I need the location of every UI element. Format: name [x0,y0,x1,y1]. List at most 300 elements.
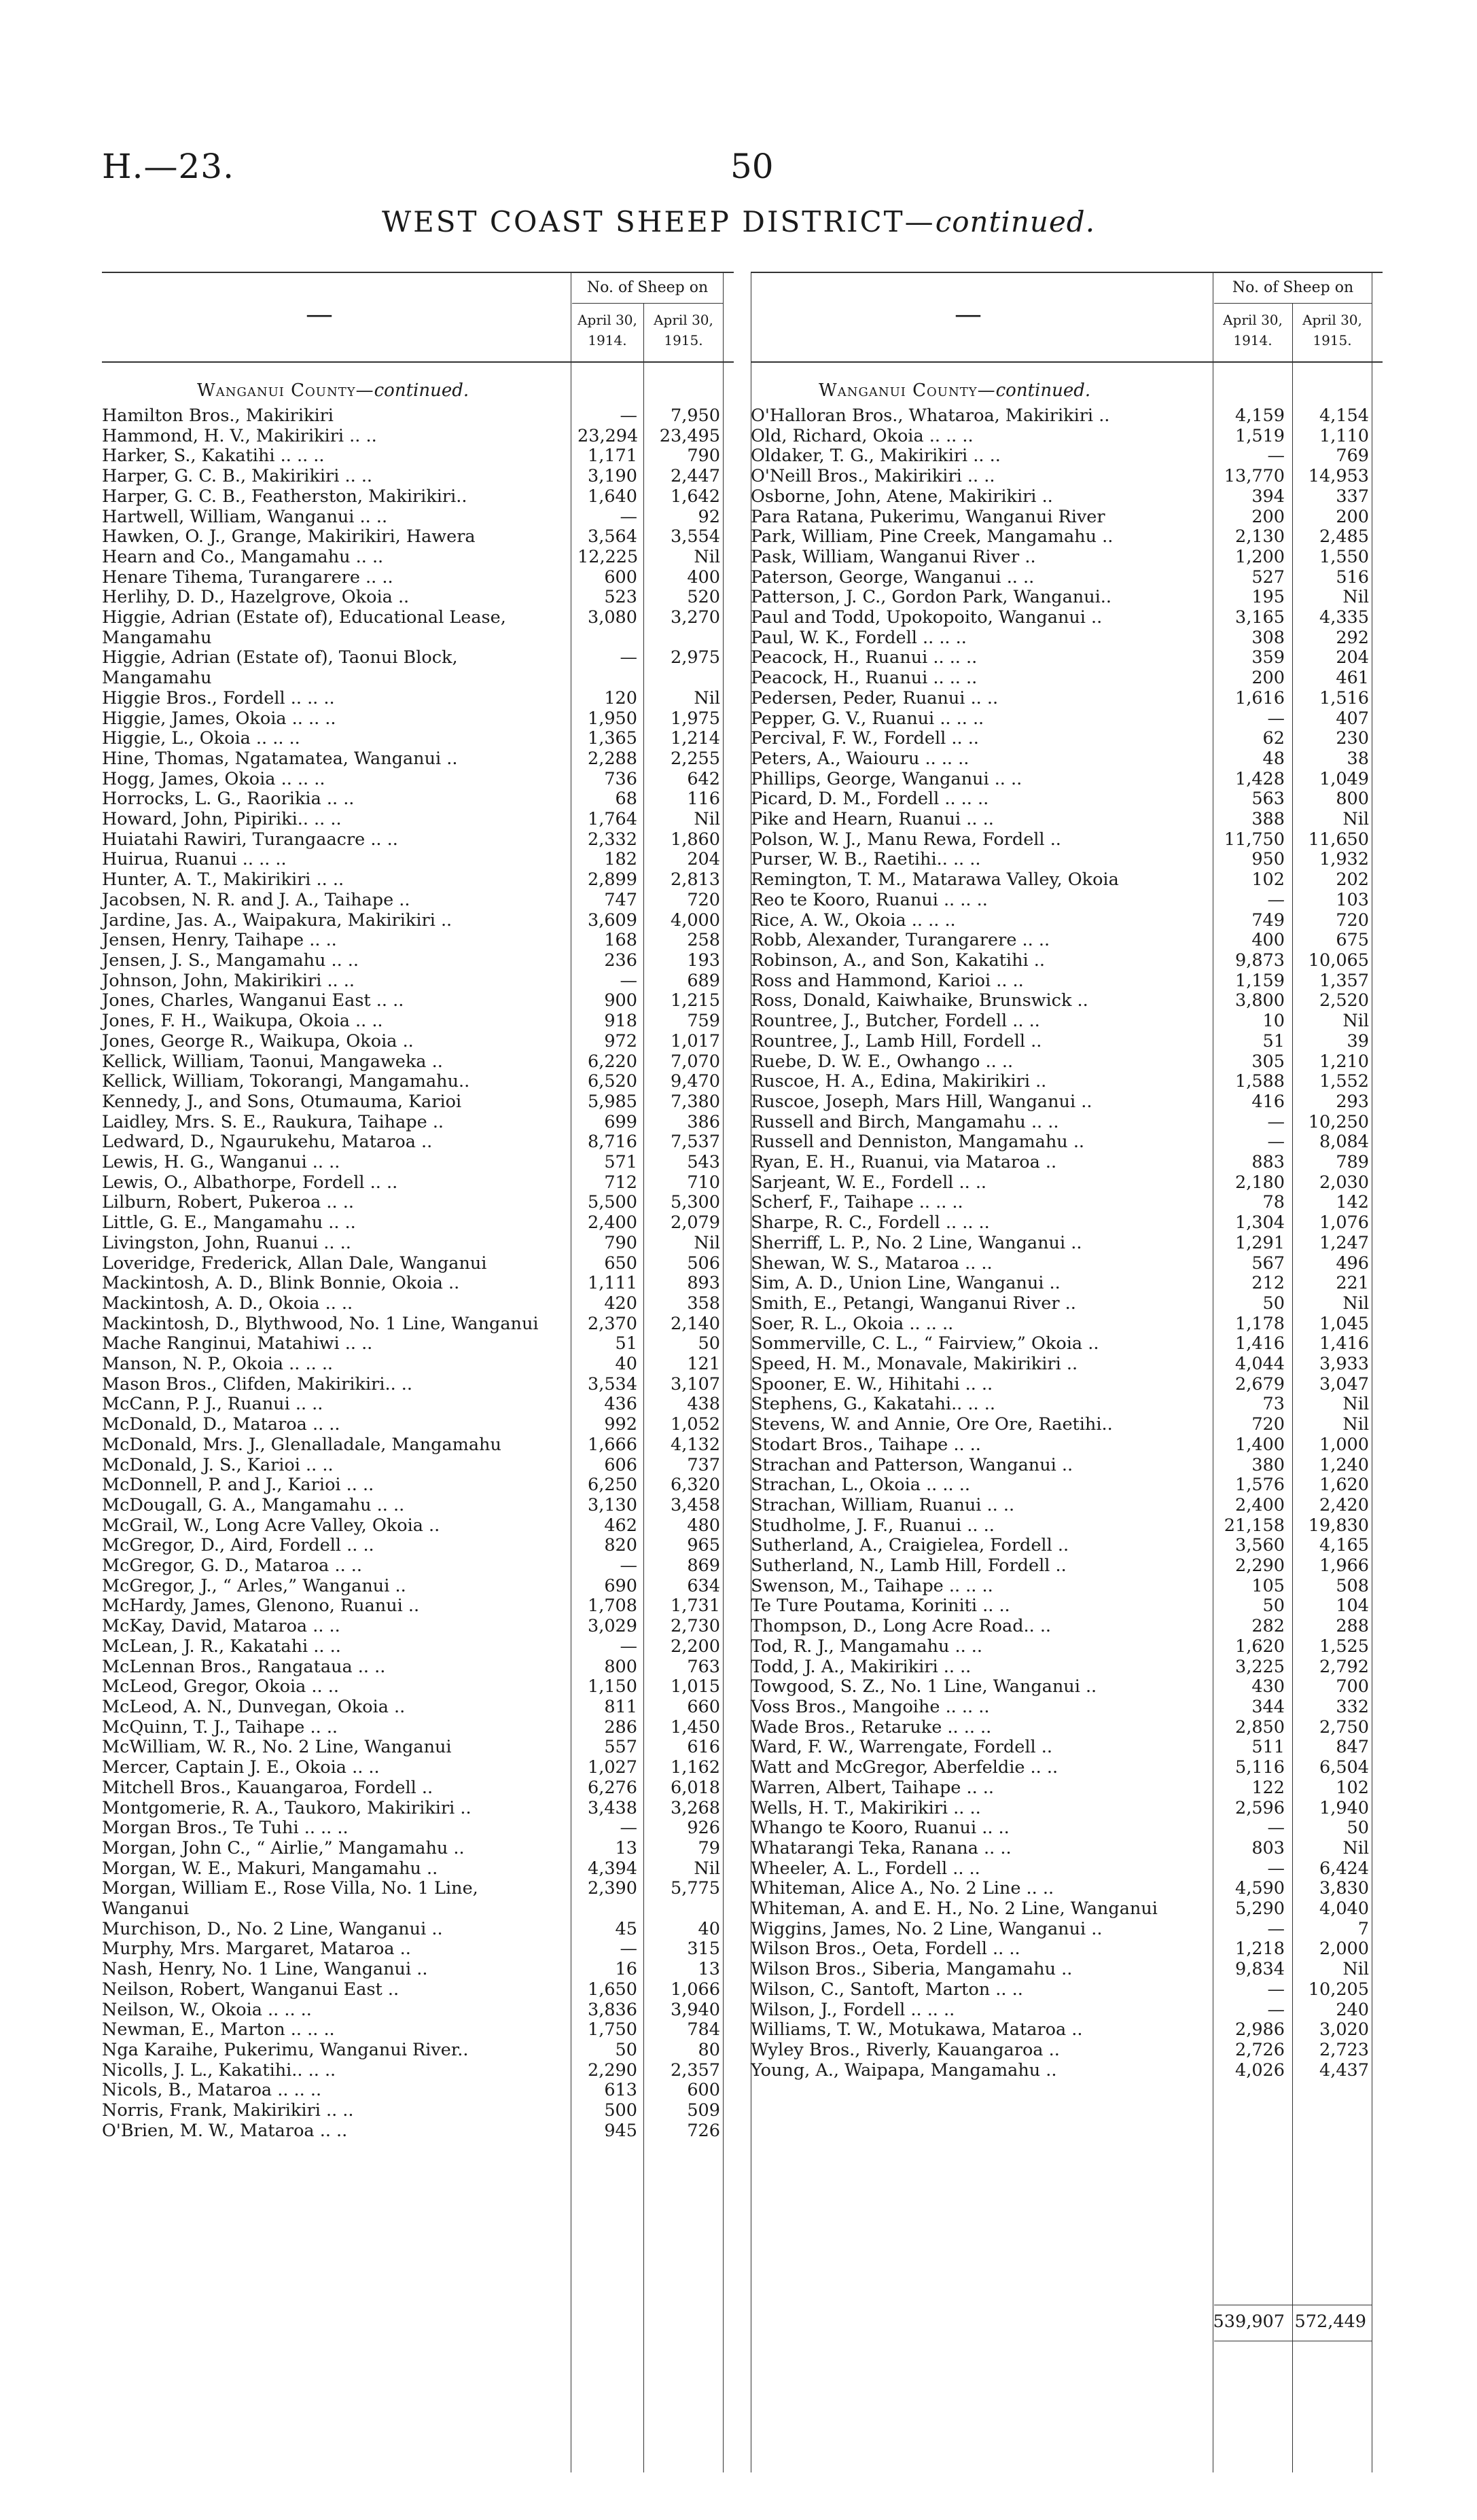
table-row [102,1920,734,1940]
holder-name: Ruebe, D. W. E., Owhango .. .. [751,1051,1014,1072]
sheep-1915: 4,335 [1319,607,1369,628]
sheep-1915: 240 [1336,1999,1369,2020]
holder-name: Morgan Bros., Te Tuhi .. .. .. [102,1818,349,1839]
holder-name: Studholme, J. F., Ruanui .. .. [751,1515,995,1536]
holder-name: Morgan, William E., Rose Villa, No. 1 Line, Wanganui [102,1878,478,1920]
sheep-1914: 2,726 [1234,2039,1285,2060]
sheep-1915: 508 [1336,1575,1369,1596]
sheep-1914: 105 [1251,1575,1285,1596]
holder-name: Higgie, Adrian (Estate of), Educational Lease, Mangamahu [102,607,506,648]
table-row [751,547,1383,568]
table-row [102,729,734,749]
table-row [102,1879,734,1919]
holder-name: Tod, R. J., Mangamahu .. .. [751,1636,983,1657]
holder-name: Paul and Todd, Upokopoito, Wanganui .. [751,607,1103,628]
table-row [751,870,1383,890]
sheep-1914: 972 [604,1030,637,1051]
table-row [751,668,1383,689]
table-row [751,1072,1383,1092]
sheep-1915: 1,162 [670,1757,720,1778]
sheep-1915: 407 [1336,708,1369,729]
sheep-1915: 2,975 [670,647,720,668]
table-row [102,1234,734,1254]
sheep-1914: 416 [1251,1091,1285,1112]
table-row [102,1052,734,1073]
sheep-1914: 500 [604,2100,637,2121]
sheep-1914: 430 [1251,1676,1285,1697]
page-title [0,205,1477,238]
holder-name: Manson, N. P., Okoia .. .. .. [102,1354,334,1375]
holder-name: Neilson, Robert, Wanganui East .. [102,1979,399,2000]
sheep-1914: 5,500 [587,1192,637,1213]
sheep-1915: 204 [1336,647,1369,668]
holder-name: Laidley, Mrs. S. E., Raukura, Taihape .. [102,1111,444,1132]
section-heading: Wanganui County—continued. [197,380,469,401]
sheep-1914: 62 [1262,728,1285,749]
sheep-1914: 286 [604,1716,637,1738]
holder-name: Reo te Kooro, Ruanui .. .. .. [751,889,988,910]
table-row [751,1435,1383,1456]
sheep-1914: 50 [1262,1596,1285,1617]
sheep-1915: 720 [1336,910,1369,931]
sheep-1915: 292 [1336,627,1369,648]
table-row [751,568,1383,588]
sheep-1915: 520 [687,587,720,608]
table-row [751,1637,1383,1657]
table-row [751,1718,1383,1738]
sheep-1914: 3,609 [587,910,637,931]
sheep-1915: Nil [1342,1293,1369,1314]
table-row [102,547,734,568]
table-row [102,527,734,547]
sheep-1915: Nil [1342,1414,1369,1435]
holder-name: Mackintosh, D., Blythwood, No. 1 Line, Wanganui [102,1313,539,1334]
holder-name: Montgomerie, R. A., Taukoro, Makirikiri .. [102,1797,471,1818]
table-row [751,1011,1383,1032]
sheep-1915: 7,537 [670,1132,720,1153]
table-row [102,2000,734,2021]
holder-name: Ruscoe, Joseph, Mars Hill, Wanganui .. [751,1091,1092,1112]
table-row [102,951,734,971]
sheep-1914: 1,111 [587,1273,637,1294]
table-row [751,1577,1383,1597]
table-row [751,1596,1383,1617]
sheep-1915: 332 [1336,1697,1369,1717]
sheep-1915: 926 [687,1818,720,1839]
sheep-1915: 8,084 [1319,1132,1369,1153]
sheep-1914: — [1267,1111,1285,1132]
sheep-1914: 712 [604,1172,637,1193]
table-row [102,2061,734,2081]
holder-name: McLean, J. R., Kakatahi .. .. [102,1636,341,1657]
sheep-1915: 1,731 [670,1596,720,1617]
sheep-1914: — [620,970,637,991]
header-year-1915: April 30, 1915. [654,312,713,348]
sheep-1915: 1,015 [670,1676,720,1697]
holder-name: McDonnell, P. and J., Karioi .. .. [102,1475,374,1496]
holder-name: Whiteman, A. and E. H., No. 2 Line, Wanganui [751,1898,1158,1920]
table-row [751,1657,1383,1678]
sheep-1915: 1,966 [1319,1555,1369,1577]
holder-name: Lilburn, Robert, Pukeroa .. .. [102,1192,354,1213]
sheep-1914: — [620,1818,637,1839]
table-row [751,1354,1383,1375]
holder-name: Wilson, J., Fordell .. .. .. [751,1999,955,2020]
sheep-1915: 1,215 [670,990,720,1011]
sheep-1914: 4,026 [1234,2059,1285,2081]
sheep-1915: Nil [694,1232,720,1253]
sheep-1914: 236 [604,950,637,971]
table-row [102,1516,734,1536]
sheep-1914: 2,288 [587,748,637,769]
sheep-1915: 769 [1336,446,1369,467]
header-sheep-on: No. of Sheep on [572,273,723,304]
sheep-1915: 14,953 [1308,466,1369,487]
holder-name: McDonald, J. S., Karioi .. .. [102,1454,334,1475]
holder-name: Mitchell Bros., Kauangaroa, Fordell .. [102,1777,433,1798]
sheep-1914: 6,250 [587,1475,637,1496]
sheep-1915: 847 [1336,1737,1369,1758]
holder-name: Sharpe, R. C., Fordell .. .. .. [751,1212,990,1234]
sheep-1915: 10,250 [1308,1111,1369,1132]
sheep-1915: 7,380 [670,1091,720,1112]
holder-name: Wilson Bros., Siberia, Mangamahu .. [751,1959,1073,1980]
sheep-1915: 3,940 [670,1999,720,2020]
sheep-1915: 358 [687,1293,720,1314]
sheep-1915: 2,792 [1319,1656,1369,1677]
table-row [102,2081,734,2101]
sheep-1915: 509 [687,2100,720,2121]
right-rows [751,406,1383,2081]
table-row [102,1354,734,1375]
table-row [751,1758,1383,1778]
total-1914: 539,907 [1213,2311,1285,2332]
sheep-1914: 436 [604,1394,637,1415]
sheep-1914: 168 [604,930,637,951]
holder-name: Harper, G. C. B., Makirikiri .. .. [102,466,373,487]
sheep-1914: 6,276 [587,1777,637,1798]
holder-name: McHardy, James, Glenono, Ruanui .. [102,1596,420,1617]
holder-name: Mackintosh, A. D., Okoia .. .. [102,1293,353,1314]
table-row [102,608,734,648]
table-row [751,1132,1383,1153]
sheep-1914: 790 [604,1232,637,1253]
sheep-1914: 4,394 [587,1858,637,1879]
holder-name: Hearn and Co., Mangamahu .. .. [102,546,384,567]
sheep-1915: 1,017 [670,1030,720,1051]
sheep-1915: 23,495 [659,425,720,446]
sheep-1915: 1,552 [1319,1071,1369,1092]
holder-name: Speed, H. M., Monavale, Makirikiri .. [751,1354,1078,1375]
holder-name: Pepper, G. V., Ruanui .. .. .. [751,708,984,729]
sheep-1914: 749 [1251,910,1285,931]
sheep-1915: 6,424 [1319,1858,1369,1879]
holder-name: McQuinn, T. J., Taihape .. .. [102,1716,338,1738]
sheep-1915: 543 [687,1152,720,1173]
sheep-1915: 5,300 [670,1192,720,1213]
sheep-1915: 10,205 [1308,1979,1369,2000]
sheep-1914: 3,800 [1234,990,1285,1011]
sheep-1915: 3,270 [670,607,720,628]
holder-name: O'Neill Bros., Makirikiri .. .. [751,466,995,487]
holder-name: Voss Bros., Mangoihe .. .. .. [751,1697,990,1717]
sheep-1915: 3,554 [670,526,720,547]
holder-name: Peacock, H., Ruanui .. .. .. [751,647,978,668]
sheep-1915: 726 [687,2120,720,2141]
holder-name: Whango te Kooro, Ruanui .. .. [751,1818,1010,1839]
sheep-1914: 650 [604,1253,637,1274]
sheep-1915: 142 [1336,1192,1369,1213]
holder-name: Loveridge, Frederick, Allan Dale, Wanganui [102,1253,487,1274]
sheep-1914: 3,564 [587,526,637,547]
holder-name: Neilson, W., Okoia .. .. .. [102,1999,312,2020]
table-row [751,2061,1383,2081]
table-row [102,850,734,870]
sheep-1914: 50 [1262,1293,1285,1314]
table-row [751,1254,1383,1274]
sheep-1915: 737 [687,1454,720,1475]
sheep-1915: 506 [687,1253,720,1274]
sheep-1915: 79 [698,1837,720,1858]
sheep-1915: 1,975 [670,708,720,729]
sheep-1914: 820 [604,1535,637,1556]
sheep-1914: 3,438 [587,1797,637,1818]
holder-name: Murchison, D., No. 2 Line, Wanganui .. [102,1918,443,1939]
table-row [751,1092,1383,1113]
holder-name: Strachan, William, Ruanui .. .. [751,1494,1015,1515]
table-row [751,850,1383,870]
table-row [751,1697,1383,1718]
sheep-1915: 600 [687,2080,720,2101]
table-row [751,890,1383,911]
sheep-1914: 13 [615,1837,637,1858]
sheep-1915: 3,458 [670,1494,720,1515]
table-row [751,1193,1383,1213]
sheep-1915: 6,504 [1319,1757,1369,1778]
sheep-1915: 759 [687,1011,720,1032]
sheep-1914: 5,985 [587,1091,637,1112]
holder-name: O'Halloran Bros., Whataroa, Makirikiri .. [751,406,1110,426]
holder-name: Rountree, J., Lamb Hill, Fordell .. [751,1030,1042,1051]
table-row [751,709,1383,730]
sheep-1914: 950 [1251,849,1285,870]
table-row [102,1314,734,1335]
table-row [751,911,1383,931]
holder-name: Ledward, D., Ngaurukehu, Mataroa .. [102,1132,433,1153]
table-row [102,1435,734,1456]
holder-name: Mason Bros., Clifden, Makirikiri.. .. [102,1373,413,1394]
table-row [751,770,1383,790]
sheep-1915: 789 [1336,1152,1369,1173]
sheep-1914: 3,560 [1234,1535,1285,1556]
sheep-1914: 50 [615,2039,637,2060]
table-row [102,1960,734,1980]
sheep-1915: 9,470 [670,1071,720,1092]
sheep-1914: 2,290 [587,2059,637,2081]
sheep-1914: 1,304 [1234,1212,1285,1234]
table-row [102,971,734,992]
holder-name: Jardine, Jas. A., Waipakura, Makirikiri .. [102,910,452,931]
sheep-1914: 2,596 [1234,1797,1285,1818]
sheep-1915: 293 [1336,1091,1369,1112]
holder-name: Hamilton Bros., Makirikiri [102,406,334,426]
sheep-1914: 3,165 [1234,607,1285,628]
sheep-1915: 4,040 [1319,1898,1369,1920]
sheep-1914: 1,218 [1234,1939,1285,1960]
sheep-1915: 2,200 [670,1636,720,1657]
sheep-1914: 2,370 [587,1313,637,1334]
sheep-1915: 6,018 [670,1777,720,1798]
sheep-1915: 710 [687,1172,720,1193]
table-row [102,406,734,427]
table-row [102,588,734,608]
sheep-1915: 496 [1336,1253,1369,1274]
sheep-1914: 2,332 [587,829,637,850]
table-row [102,1394,734,1415]
sheep-1914: — [620,406,637,426]
sheep-1914: 6,520 [587,1071,637,1092]
sheep-1914: — [1267,1999,1285,2020]
sheep-1914: 394 [1251,486,1285,507]
sheep-1914: 803 [1251,1837,1285,1858]
table-row [751,1496,1383,1516]
holder-name: Rountree, J., Butcher, Fordell .. .. [751,1011,1040,1032]
holder-name: Norris, Frank, Makirikiri .. .. [102,2100,354,2121]
holder-name: McWilliam, W. R., No. 2 Line, Wanganui [102,1737,452,1758]
table-row [102,1859,734,1879]
table-row [751,588,1383,608]
holder-name: Wheeler, A. L., Fordell .. .. [751,1858,980,1879]
holder-name: Watt and McGregor, Aberfeldie .. .. [751,1757,1058,1778]
table-row [751,2000,1383,2021]
holder-name: Henare Tihema, Turangarere .. .. [102,566,393,588]
sheep-1914: 212 [1251,1273,1285,1294]
page-code: H.—23. [102,147,235,186]
sheep-1914: 1,291 [1234,1232,1285,1253]
holder-name: Hine, Thomas, Ngatamatea, Wanganui .. [102,748,458,769]
holder-name: Hunter, A. T., Makirikiri .. .. [102,869,344,890]
sheep-1915: 2,079 [670,1212,720,1234]
sheep-1914: 567 [1251,1253,1285,1274]
table-row [751,1617,1383,1637]
holder-name: McGregor, D., Aird, Fordell .. .. [102,1535,374,1556]
sheep-1914: 200 [1251,506,1285,527]
sheep-1915: 2,000 [1319,1939,1369,1960]
sheep-1914: 1,666 [587,1434,637,1455]
sheep-1915: 2,520 [1319,990,1369,1011]
holder-name: McLennan Bros., Rangataua .. .. [102,1656,386,1677]
table-row [751,931,1383,951]
sheep-1914: 690 [604,1575,637,1596]
holder-name: Hawken, O. J., Grange, Makirikiri, Hawera [102,526,476,547]
holder-name: McGregor, G. D., Mataroa .. .. [102,1555,362,1577]
holder-name: Swenson, M., Taihape .. .. .. [751,1575,993,1596]
table-row [751,1677,1383,1697]
sheep-1914: 420 [604,1293,637,1314]
sheep-1915: 40 [698,1918,720,1939]
table-row [102,1577,734,1597]
holder-name: Ross, Donald, Kaiwhaike, Brunswick .. [751,990,1088,1011]
sheep-1915: 720 [687,889,720,910]
holder-name: O'Brien, M. W., Mataroa .. .. [102,2120,348,2141]
table-row [751,648,1383,668]
table-row [102,1072,734,1092]
holder-name: Wells, H. T., Makirikiri .. .. [751,1797,981,1818]
holder-name: Little, G. E., Mangamahu .. .. [102,1212,356,1234]
sheep-1914: 1,576 [1234,1475,1285,1496]
sheep-1915: 6,320 [670,1475,720,1496]
sheep-1914: 3,534 [587,1373,637,1394]
table-row [102,648,734,688]
holder-name: Polson, W. J., Manu Rewa, Fordell .. [751,829,1061,850]
table-row [102,1536,734,1556]
sheep-1915: 784 [687,2019,720,2040]
sheep-1914: 51 [1262,1030,1285,1051]
sheep-1915: 616 [687,1737,720,1758]
holder-name: Huirua, Ruanui .. .. .. [102,849,287,870]
sheep-1915: 1,932 [1319,849,1369,870]
holder-name: Wyley Bros., Riverly, Kauangaroa .. [751,2039,1060,2060]
table-row [102,1294,734,1314]
holder-name: Todd, J. A., Makirikiri .. .. [751,1656,972,1677]
holder-name: Park, William, Pine Creek, Mangamahu .. [751,526,1114,547]
table-row [102,467,734,487]
holder-name: Old, Richard, Okoia .. .. .. [751,425,974,446]
table-row [102,1677,734,1697]
holder-name: Sim, A. D., Union Line, Wanganui .. [751,1273,1061,1294]
sheep-1914: 811 [604,1697,637,1717]
holder-name: Murphy, Mrs. Margaret, Mataroa .. [102,1939,411,1960]
sheep-1915: 13 [698,1959,720,1980]
table-row [751,1294,1383,1314]
sheep-1915: 689 [687,970,720,991]
holder-name: Higgie Bros., Fordell .. .. .. [102,687,335,708]
sheep-1915: 2,813 [670,869,720,890]
holder-name: Sutherland, A., Craigielea, Fordell .. [751,1535,1069,1556]
sheep-1914: 527 [1251,566,1285,588]
sheep-1915: 19,830 [1308,1515,1369,1536]
holder-name: Peters, A., Waiouru .. .. .. [751,748,969,769]
table-row [102,1738,734,1758]
holder-name: Mercer, Captain J. E., Okoia .. .. [102,1757,380,1778]
holder-name: Soer, R. L., Okoia .. .. .. [751,1313,954,1334]
sheep-1914: 557 [604,1737,637,1758]
sheep-1914: 523 [604,587,637,608]
sheep-1914: — [620,506,637,527]
holder-name: McLeod, A. N., Dunvegan, Okoia .. [102,1697,406,1717]
sheep-1914: — [620,647,637,668]
table-row [102,1939,734,1960]
table-row [751,1799,1383,1819]
holder-name: Nicolls, J. L., Kakatihi.. .. .. [102,2059,336,2081]
sheep-1914: 747 [604,889,637,910]
holder-name: Patterson, J. C., Gordon Park, Wanganui.. [751,587,1111,608]
sheep-1914: 2,290 [1234,1555,1285,1577]
holder-name: Sarjeant, W. E., Fordell .. .. [751,1172,987,1193]
sheep-1914: 1,150 [587,1676,637,1697]
holder-name: McGrail, W., Long Acre Valley, Okoia .. [102,1515,440,1536]
sheep-1914: 1,178 [1234,1313,1285,1334]
table-row [751,1415,1383,1435]
sheep-1914: 305 [1251,1051,1285,1072]
sheep-1915: 337 [1336,486,1369,507]
sheep-1915: 104 [1336,1596,1369,1617]
sheep-1914: 13,770 [1224,466,1285,487]
sheep-1914: 720 [1251,1414,1285,1435]
sheep-1914: 1,365 [587,728,637,749]
sheep-1914: 1,400 [1234,1434,1285,1455]
table-row [102,931,734,951]
